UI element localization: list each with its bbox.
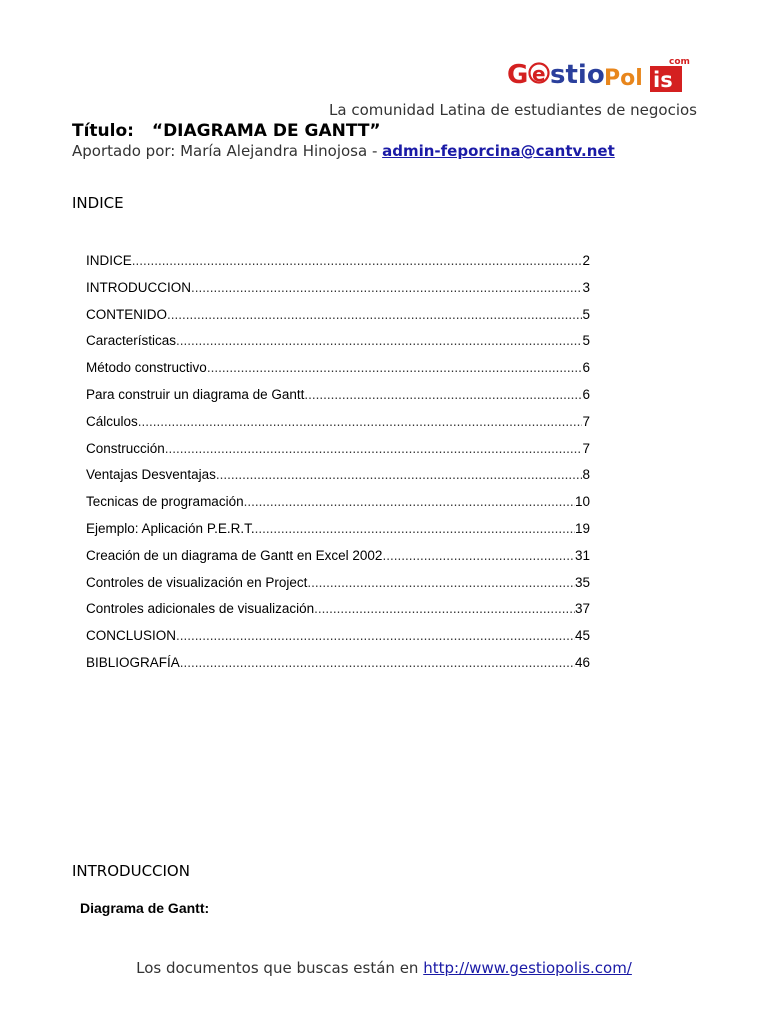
toc-page-number: 3 bbox=[582, 279, 590, 295]
toc-page-number: 10 bbox=[574, 494, 590, 510]
toc-page-number: 2 bbox=[582, 253, 590, 268]
toc-entry-title: INTRODUCCION bbox=[86, 279, 191, 295]
author-email-link[interactable]: admin-feporcina@cantv.net bbox=[382, 142, 615, 160]
toc-entry-title: Para construir un diagrama de Gantt bbox=[86, 386, 305, 402]
tagline: La comunidad Latina de estudiantes de negocios bbox=[329, 101, 697, 119]
toc-entry[interactable] bbox=[86, 465, 590, 492]
toc-leader-dots bbox=[176, 626, 575, 646]
toc-entry[interactable] bbox=[86, 358, 590, 385]
svg-text:is: is bbox=[653, 68, 673, 92]
toc-leader-dots bbox=[244, 492, 575, 512]
svg-text:com: com bbox=[669, 57, 690, 67]
toc-leader-dots bbox=[314, 599, 575, 619]
toc-entry[interactable] bbox=[86, 626, 590, 653]
toc-entry[interactable] bbox=[86, 278, 590, 305]
toc-page-number: 5 bbox=[582, 306, 590, 322]
gestiopolis-logo-image bbox=[507, 54, 697, 94]
toc-leader-dots bbox=[138, 412, 583, 432]
toc-entry-title: CONCLUSION bbox=[86, 628, 177, 644]
toc-leader-dots bbox=[191, 278, 582, 298]
toc-page-number: 35 bbox=[574, 574, 590, 590]
toc-page-number: 19 bbox=[574, 520, 590, 536]
toc-entry-title: Creación de un diagrama de Gantt en Excel 2002 bbox=[86, 547, 383, 563]
toc-entry[interactable] bbox=[86, 412, 590, 439]
toc-entry-title: Controles de visualización en Project bbox=[86, 574, 308, 590]
toc-entry-title: INDICE bbox=[86, 253, 132, 268]
title-label: Título: bbox=[72, 121, 134, 141]
toc-entry-title: Ejemplo: Aplicación P.E.R.T. bbox=[86, 520, 255, 536]
toc-leader-dots bbox=[165, 439, 583, 459]
toc-entry[interactable] bbox=[86, 573, 590, 600]
title-value: “DIAGRAMA DE GANTT” bbox=[151, 121, 381, 141]
author-line bbox=[72, 142, 615, 160]
toc-leader-dots bbox=[382, 546, 575, 566]
table-of-contents bbox=[86, 251, 590, 680]
toc-leader-dots bbox=[132, 251, 583, 271]
introduction-heading: INTRODUCCION bbox=[72, 862, 190, 880]
toc-leader-dots bbox=[216, 465, 583, 485]
toc-entry[interactable] bbox=[86, 385, 590, 412]
toc-entry-title: Cálculos bbox=[86, 413, 138, 429]
toc-leader-dots bbox=[176, 331, 582, 351]
footer-text: Los documentos que buscas están en bbox=[136, 959, 424, 977]
toc-page-number: 6 bbox=[582, 360, 590, 376]
toc-entry[interactable] bbox=[86, 653, 590, 680]
toc-entry[interactable] bbox=[86, 546, 590, 573]
svg-text:Pol: Pol bbox=[604, 66, 643, 91]
author-prefix: Aportado por: María Alejandra Hinojosa - bbox=[72, 142, 383, 160]
toc-entry[interactable] bbox=[86, 251, 590, 278]
toc-entry[interactable] bbox=[86, 492, 590, 519]
toc-entry-title: Construcción bbox=[86, 440, 165, 456]
toc-entry-title: CONTENIDO bbox=[86, 306, 167, 322]
toc-entry[interactable] bbox=[86, 599, 590, 626]
toc-page-number: 45 bbox=[574, 628, 590, 644]
toc-entry-title: Características bbox=[86, 333, 177, 349]
toc-page-number: 31 bbox=[574, 547, 590, 563]
toc-leader-dots bbox=[307, 573, 575, 593]
toc-page-number: 7 bbox=[582, 440, 590, 456]
toc-entry[interactable] bbox=[86, 331, 590, 358]
toc-leader-dots bbox=[167, 305, 582, 325]
toc-entry-title: BIBLIOGRAFÍA bbox=[86, 654, 180, 670]
footer bbox=[0, 959, 768, 977]
toc-leader-dots bbox=[207, 358, 583, 378]
svg-text:stio: stio bbox=[550, 60, 605, 90]
toc-leader-dots bbox=[180, 653, 575, 673]
toc-entry-title: Ventajas Desventajas bbox=[86, 467, 216, 483]
toc-leader-dots bbox=[304, 385, 582, 405]
svg-text:G: G bbox=[507, 60, 529, 90]
toc-page-number: 7 bbox=[582, 413, 590, 429]
gantt-subheading: Diagrama de Gantt: bbox=[80, 900, 210, 916]
toc-leader-dots bbox=[255, 519, 575, 539]
toc-page-number: 8 bbox=[582, 467, 590, 483]
toc-entry[interactable] bbox=[86, 305, 590, 332]
toc-entry-title: Método constructivo bbox=[86, 360, 207, 376]
toc-entry-title: Tecnicas de programación bbox=[86, 494, 244, 510]
toc-entry[interactable] bbox=[86, 519, 590, 546]
footer-link[interactable]: http://www.gestiopolis.com/ bbox=[423, 959, 632, 977]
toc-page-number: 37 bbox=[574, 601, 590, 617]
svg-text:e: e bbox=[532, 62, 546, 86]
gestiopolis-logo[interactable] bbox=[507, 54, 697, 94]
toc-page-number: 6 bbox=[582, 386, 590, 402]
toc-page-number: 5 bbox=[582, 333, 590, 349]
toc-entry[interactable] bbox=[86, 439, 590, 466]
index-heading: INDICE bbox=[72, 194, 124, 212]
document-title bbox=[72, 121, 381, 141]
toc-entry-title: Controles adicionales de visualización bbox=[86, 601, 315, 617]
toc-page-number: 46 bbox=[574, 654, 590, 670]
